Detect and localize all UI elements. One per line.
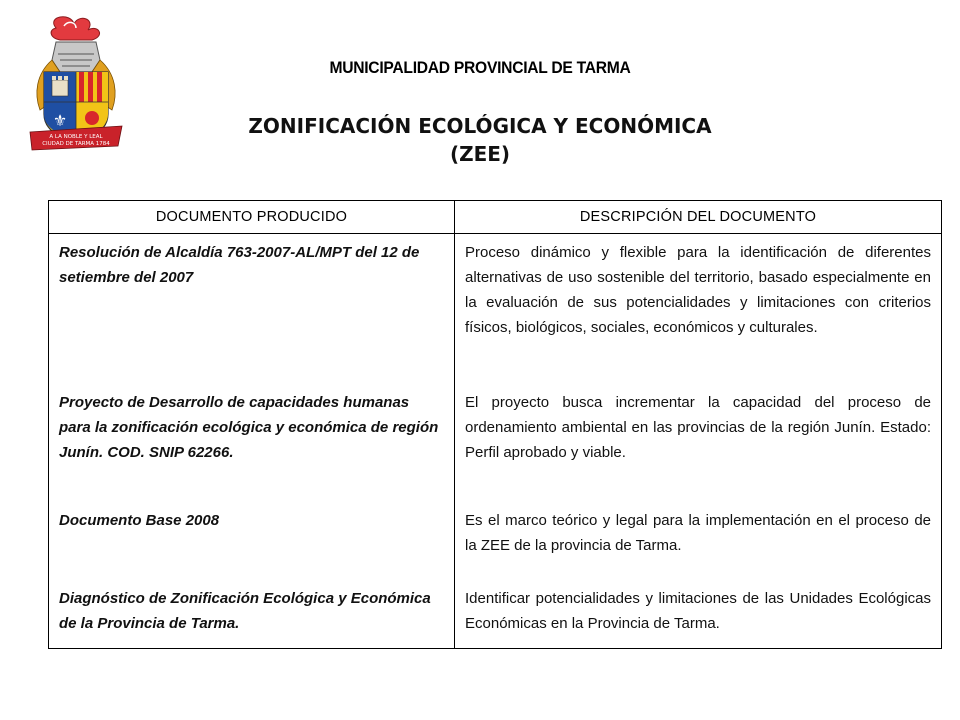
- document-entry: Resolución de Alcaldía 763-2007-AL/MPT del 12 de setiembre del 2007: [59, 244, 420, 286]
- page-title-line2: (ZEE): [449, 142, 511, 166]
- svg-text:CIUDAD DE TARMA 1784: CIUDAD DE TARMA 1784: [42, 141, 110, 147]
- descriptions-column: [455, 234, 942, 649]
- description-entry: El proyecto busca incrementar la capacidad del proceso de ordenamiento ambiental en las provincias de la región Junín. Estado: Perfil aprobado y viable.: [465, 394, 931, 461]
- svg-text:A LA NOBLE Y LEAL: A LA NOBLE Y LEAL: [49, 134, 103, 140]
- document-entry: Proyecto de Desarrollo de capacidades humanas para la zonificación ecológica y económica de región Junín. COD. SNIP 62266.: [59, 394, 439, 461]
- column-header-description: DESCRIPCIÓN DEL DOCUMENTO: [455, 201, 942, 234]
- page-title: [0, 112, 960, 168]
- document-entry: Documento Base 2008: [59, 512, 220, 529]
- documents-column: [49, 234, 455, 649]
- svg-text:⚜: ⚜: [52, 111, 68, 130]
- description-entry: Proceso dinámico y flexible para la identificación de diferentes alternativas de uso sostenible del territorio, basado especialmente en la evaluación de sus potencialidades y limitaciones con criterios físicos, biológicos, sociales, económicos y culturales.: [465, 244, 931, 336]
- description-entry: Es el marco teórico y legal para la implementación en el proceso de la ZEE de la provincia de Tarma.: [465, 512, 931, 554]
- document-entry: Diagnóstico de Zonificación Ecológica y Económica de la Provincia de Tarma.: [59, 590, 431, 632]
- description-entry: Identificar potencialidades y limitaciones de las Unidades Ecológicas Económicas en la Provincia de Tarma.: [465, 590, 931, 632]
- table-row: [49, 234, 942, 649]
- municipality-name: MUNICIPALIDAD PROVINCIAL DE TARMA: [329, 58, 631, 77]
- page-title-line1: ZONIFICACIÓN ECOLÓGICA Y ECONÓMICA: [248, 114, 712, 138]
- table-header-row: [49, 201, 942, 234]
- documents-table: [48, 200, 942, 649]
- column-header-document: DOCUMENTO PRODUCIDO: [49, 201, 455, 234]
